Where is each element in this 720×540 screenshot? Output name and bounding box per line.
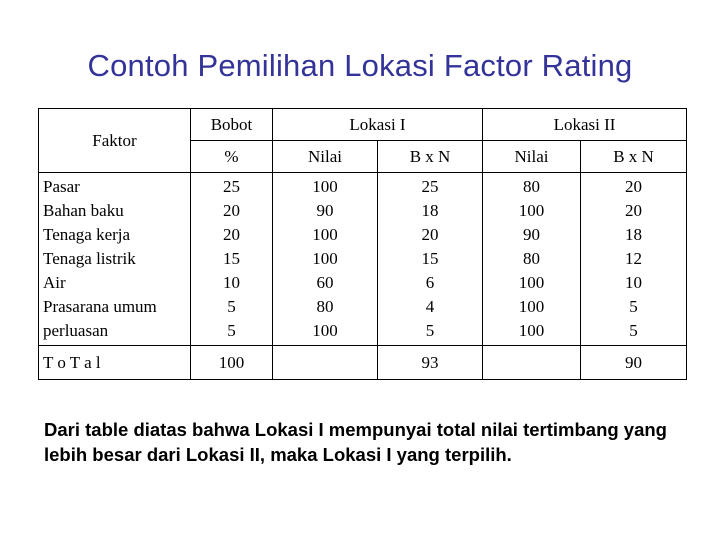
cell-value: 100: [312, 177, 338, 196]
cell-value: 5: [227, 297, 236, 316]
cell-value: 18: [625, 225, 642, 244]
cell-value: 90: [523, 225, 540, 244]
cell-value: 12: [625, 249, 642, 268]
total-bxn-2: 90: [581, 346, 687, 380]
cell-value: Pasar: [43, 177, 80, 196]
factor-rating-table: [38, 108, 687, 380]
cell-value: 80: [316, 297, 334, 316]
bxn-2-column: [581, 173, 687, 346]
header-bxn-2: B x N: [581, 141, 687, 173]
cell-value: 20: [421, 225, 439, 244]
table-row: [39, 173, 687, 346]
total-label-text: T o T a l: [43, 352, 101, 372]
cell-value: 4: [425, 297, 435, 316]
cell-value: 20: [625, 201, 642, 220]
page-title: Contoh Pemilihan Lokasi Factor Rating: [87, 48, 633, 83]
cell-value: 100: [518, 273, 545, 292]
cell-value: 100: [518, 321, 545, 340]
cell-value: 100: [312, 321, 338, 340]
cell-value: Air: [43, 273, 66, 292]
factor-column: [39, 173, 191, 346]
cell-value: 90: [316, 201, 334, 220]
cell-value: 5: [227, 321, 236, 340]
header-nilai-2: Nilai: [483, 141, 581, 173]
header-faktor: Faktor: [39, 109, 191, 173]
header-row: [39, 109, 687, 141]
nilai-2-column: [483, 173, 581, 346]
cell-value: Tenaga kerja: [43, 225, 131, 244]
cell-value: 80: [523, 177, 540, 196]
cell-value: Tenaga listrik: [43, 249, 136, 268]
bxn-1-column: [378, 173, 483, 346]
cell-value: 5: [425, 321, 435, 340]
summary-text: Dari table diatas bahwa Lokasi I mempunyai total nilai tertimbang yang lebih besar dari Lokasi II, maka Lokasi I yang terpilih.: [44, 419, 667, 465]
total-row: [39, 346, 687, 380]
total-bxn-1: 93: [378, 346, 483, 380]
cell-value: 20: [625, 177, 642, 196]
cell-value: 5: [629, 321, 638, 340]
header-percent: %: [191, 141, 273, 173]
header-lokasi-1: Lokasi I: [273, 109, 483, 141]
cell-value: 10: [223, 273, 240, 292]
cell-value: Bahan baku: [43, 201, 124, 220]
cell-value: 5: [629, 297, 638, 316]
cell-value: 100: [312, 225, 338, 244]
cell-value: 6: [425, 273, 435, 292]
total-bobot: 100: [191, 346, 273, 380]
cell-value: 100: [518, 201, 545, 220]
cell-value: 20: [223, 225, 240, 244]
cell-value: 15: [223, 249, 240, 268]
header-bobot: Bobot: [191, 109, 273, 141]
header-bxn-1: B x N: [378, 141, 483, 173]
total-label: [39, 346, 191, 380]
cell-value: 60: [316, 273, 334, 292]
cell-value: 100: [518, 297, 545, 316]
cell-value: 25: [421, 177, 439, 196]
cell-value: perluasan: [43, 321, 109, 340]
cell-value: 10: [625, 273, 642, 292]
cell-value: 25: [223, 177, 240, 196]
header-lokasi-2: Lokasi II: [483, 109, 687, 141]
cell-value: 18: [421, 201, 439, 220]
cell-value: 80: [523, 249, 540, 268]
total-nilai-2-empty: [483, 346, 581, 380]
nilai-1-column: [273, 173, 378, 346]
total-nilai-1-empty: [273, 346, 378, 380]
bobot-column: [191, 173, 273, 346]
cell-value: 15: [421, 249, 439, 268]
cell-value: Prasarana umum: [43, 297, 157, 316]
header-nilai-1: Nilai: [273, 141, 378, 173]
cell-value: 100: [312, 249, 338, 268]
cell-value: 20: [223, 201, 240, 220]
